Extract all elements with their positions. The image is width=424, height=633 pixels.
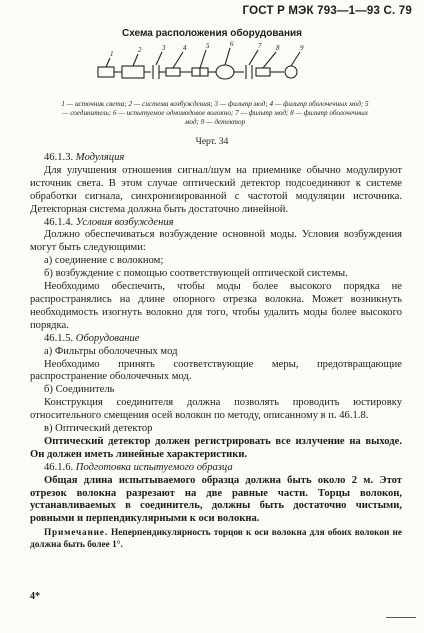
excitation-system-shape xyxy=(122,66,144,78)
paragraph: Для улучшения отношения сигнал/шум на приемнике обычно модулируют источник света. В этом случае оптический детектор подсоединяют к системе обработки сигнала, синхронизированной с частотой модуляции источника. Детекторная система должна быть достаточно линейной. xyxy=(30,164,402,215)
list-item: б) Соединитель xyxy=(44,384,115,396)
fiber-loop-shape xyxy=(216,65,234,79)
diagram-label: 1 xyxy=(110,50,114,58)
figure-label: Черт. 34 xyxy=(195,137,229,147)
paragraph: Необходимо принять соответствующие меры, предотвращающие распространение оболочечных мод. xyxy=(30,358,402,383)
paragraph: Общая длина испытываемого образца должна быть около 2 м. Этот отрезок волокна разрезают на две равные части. Торцы волокон, устанавливаемых в соединитель, должны быть достаточно чистыми, ровными и перпендикулярными к оси волокна. xyxy=(30,474,402,525)
detector-shape xyxy=(285,66,297,78)
cladding-filter-shape xyxy=(166,68,180,76)
paragraph: Должно обеспечиваться возбуждение основной моды. Условия возбуждения могут быть следующими: xyxy=(30,229,402,254)
section-heading: 46.1.3. Модуляция xyxy=(44,152,125,163)
scheme-title: Схема расположения оборудования xyxy=(122,28,302,39)
diagram-label: 7 xyxy=(258,42,262,50)
equipment-diagram xyxy=(88,40,338,100)
list-item: в) Оптический детектор xyxy=(44,423,153,435)
diagram-label: 4 xyxy=(183,44,187,52)
page-header: ГОСТ Р МЭК 793—1—93 С. 79 xyxy=(242,5,412,17)
paragraph: Необходимо обеспечить, чтобы моды более высокого порядка не распространялись на длине опорного отрезка волокна. Может возникнуть необходимость изогнуть волокно для того, чтобы удалить моды более высокого порядка. xyxy=(30,281,402,331)
section-heading: 46.1.6. Подготовка испытуемого образца xyxy=(44,461,233,473)
section-heading: 46.1.5. Оборудование xyxy=(44,332,140,344)
section-heading: 46.1.4. Условия возбуждения xyxy=(44,216,174,228)
list-item: а) соединение с волокном; xyxy=(44,255,164,267)
list-item: а) Фильтры оболочечных мод xyxy=(44,345,178,357)
footer-rule xyxy=(386,617,416,618)
diagram-label: 8 xyxy=(276,44,280,52)
paragraph: Конструкция соединителя должна позволять проводить юстировку относительного смещения осей волокон по методу, описанному в п. 46.1.8. xyxy=(30,397,402,422)
diagram-label: 3 xyxy=(162,44,166,52)
figure-caption: 1 — источник света; 2 — система возбуждения; 3 — фильтр мод; 4 — фильтр оболочечных мод; 5 — соединитель; 6 — испытуемое одномодовое волокно; 7 — фильтр мод; 8 — фильтр оболочечных мод; 9 — детектор xyxy=(61,100,369,126)
list-item: б) возбуждение с помощью соответствующей оптической системы. xyxy=(44,268,348,280)
connector-shape xyxy=(192,68,200,76)
diagram-label: 6 xyxy=(230,40,234,48)
diagram-label: 9 xyxy=(300,44,304,52)
page-footer-mark: 4* xyxy=(30,591,40,602)
note: Примечание. Неперпендикулярность торцов к оси волокна для обоих волокон не должна быть более 1°. xyxy=(30,528,403,550)
diagram-label: 5 xyxy=(206,42,210,50)
document-body xyxy=(30,152,402,551)
diagram-label: 2 xyxy=(138,46,142,54)
paragraph: Оптический детектор должен регистрировать все излучение на выходе. Он должен иметь линейные характеристики. xyxy=(30,435,402,460)
light-source-shape xyxy=(98,67,114,77)
